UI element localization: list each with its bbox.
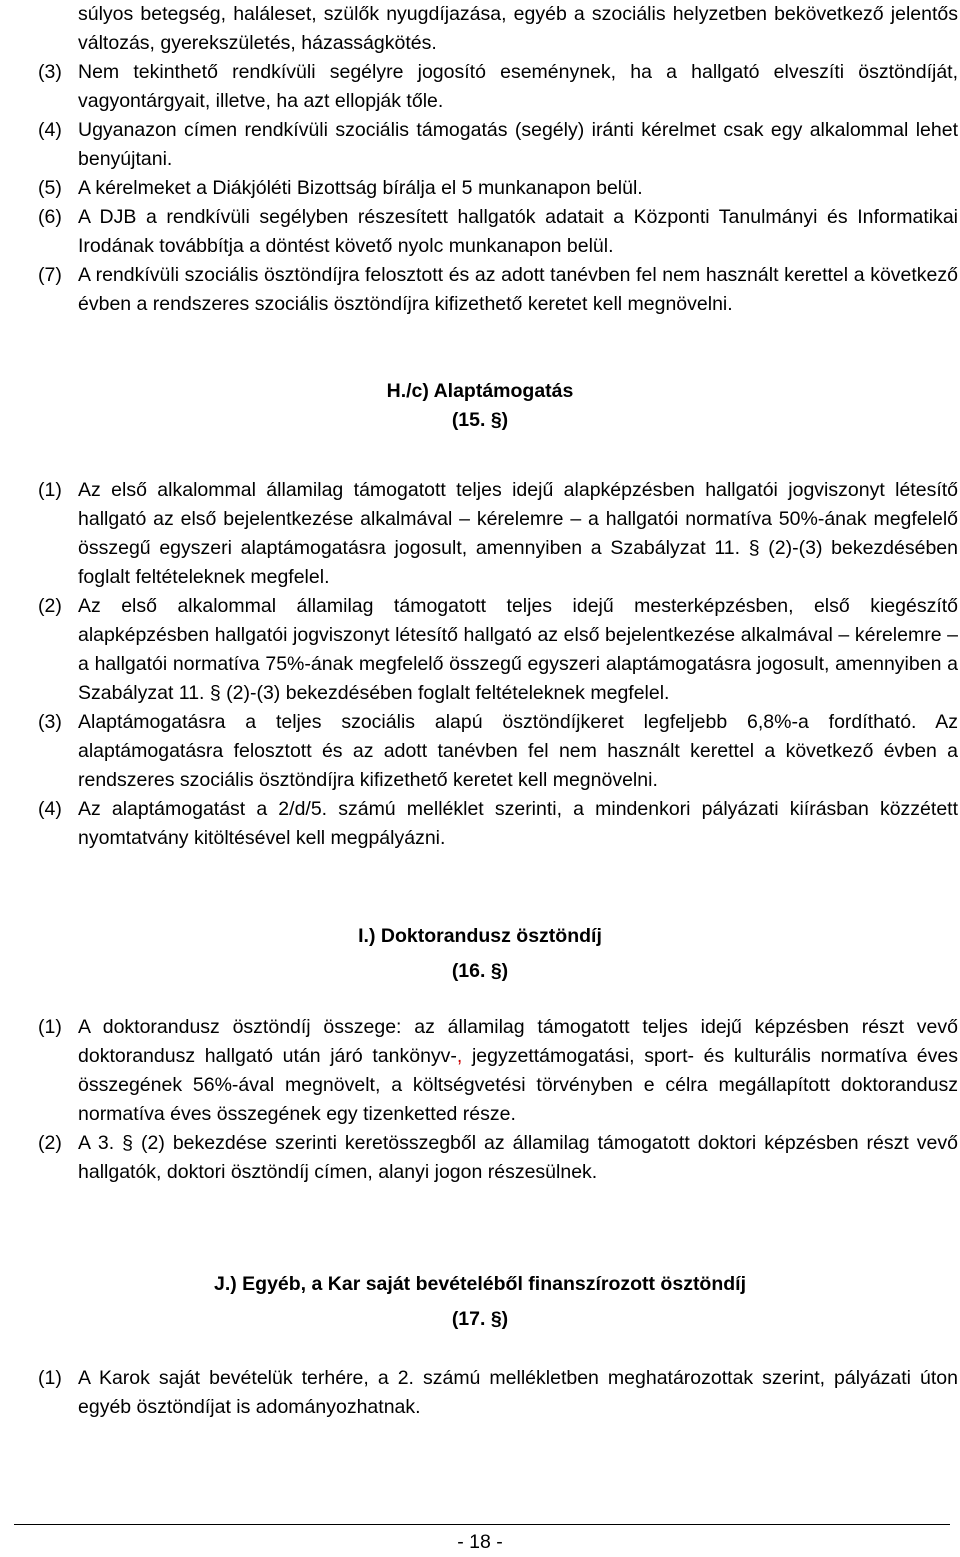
paragraph-g-3 xyxy=(38,58,958,116)
paragraph-text: A Karok saját bevételük terhére, a 2. számú mellékletben meghatározottak szerint, pályázati úton egyéb ösztöndíjat is adományozhatnak. xyxy=(78,1367,958,1418)
paragraph-number: (5) xyxy=(38,177,62,199)
paragraph-text: A 3. § (2) bekezdése szerinti keretösszegből az államilag támogatott doktori képzésben részt vevő hallgatók, doktori ösztöndíj címen, alanyi jogon részesülnek. xyxy=(78,1132,958,1183)
paragraph-text xyxy=(78,1013,958,1129)
paragraph-text: A rendkívüli szociális ösztöndíjra felosztott és az adott tanévben fel nem használt kerettel a következő évben a rendszeres szociális ösztöndíjra kifizethető keretet kell megnövelni. xyxy=(78,264,958,315)
paragraph-h-2 xyxy=(38,592,958,708)
paragraph-text: Alaptámogatásra a teljes szociális alapú ösztöndíjkeret legfeljebb 6,8%-a fordítható. Az alaptámogatásra felosztott és az adott tanévben fel nem használt kerettel a következő évben a rendszeres szociális ösztöndíjra kifizethető keretet kell megnövelni. xyxy=(78,711,958,791)
paragraph-i-2 xyxy=(38,1129,958,1187)
footer-divider xyxy=(14,1524,950,1525)
paragraph-text: Az első alkalommal államilag támogatott teljes idejű mesterképzésben, első kiegészítő alapképzésben hallgatói jogviszonyt létesítő hallgató az első bejelentkezése alkalmával – kérelemre – a hallgatói normatíva 75%-ának megfelelő összegű egyszeri alaptámogatásra jogosult, amennyiben a Szabályzat 11. § (2)-(3) bekezdésében foglalt feltételeknek megfelel. xyxy=(78,595,958,704)
section-h-title: H./c) Alaptámogatás xyxy=(386,380,574,402)
paragraph-number: (2) xyxy=(38,1132,62,1154)
paragraph-h-4 xyxy=(38,795,958,853)
paragraph-number: (3) xyxy=(38,711,62,733)
section-j-title: J.) Egyéb, a Kar saját bevételéből finanszírozott ösztöndíj xyxy=(213,1273,747,1295)
section-i-ref: (16. §) xyxy=(451,960,509,982)
paragraph-number: (6) xyxy=(38,206,62,228)
page-number: - 18 - xyxy=(457,1531,503,1553)
paragraph-j-1 xyxy=(38,1364,958,1422)
paragraph-text: Az első alkalommal államilag támogatott teljes idejű alapképzésben hallgatói jogviszonyt létesítő hallgató az első bejelentkezése alkalmával – kérelemre – a hallgatói normatíva 50%-ának megfelelő összegű egyszeri alaptámogatásra jogosult, amennyiben a Szabályzat 11. § (2)-(3) bekezdésében foglalt feltételeknek megfelel. xyxy=(78,479,958,588)
section-h-ref: (15. §) xyxy=(451,409,509,431)
paragraph-g-5 xyxy=(38,174,958,203)
paragraph-text: A kérelmeket a Diákjóléti Bizottság bírálja el 5 munkanapon belül. xyxy=(78,177,643,199)
paragraph-g-4 xyxy=(38,116,958,174)
paragraph-number: (4) xyxy=(38,798,62,820)
paragraph-text: Az alaptámogatást a 2/d/5. számú melléklet szerinti, a mindenkori pályázati kiírásban közzétett nyomtatvány kitöltésével kell megpályázni. xyxy=(78,798,958,849)
paragraph-h-3 xyxy=(38,708,958,795)
text-segment: jegyzettámogatási, sport- és kulturális normatíva éves összegének 56%-ával megnövelt, a költségvetési törvényben e célra megállapított doktorandusz normatíva éves összegének egy tizenketted része. xyxy=(78,1045,958,1125)
paragraph-number: (1) xyxy=(38,1016,62,1038)
section-j-ref: (17. §) xyxy=(451,1308,509,1330)
highlighted-comma: , xyxy=(456,1045,463,1067)
paragraph-number: (1) xyxy=(38,479,62,501)
paragraph-g-7 xyxy=(38,261,958,319)
paragraph-number: (3) xyxy=(38,61,62,83)
paragraph-text: A DJB a rendkívüli segélyben részesített hallgatók adatait a Központi Tanulmányi és Informatikai Irodának továbbítja a döntést követő nyolc munkanapon belül. xyxy=(78,206,958,257)
paragraph-text: Nem tekinthető rendkívüli segélyre jogosító eseménynek, ha a hallgató elveszíti ösztöndíját, vagyontárgyait, illetve, ha azt ellopják tőle. xyxy=(78,61,958,112)
paragraph-number: (7) xyxy=(38,264,62,286)
section-i-title: I.) Doktorandusz ösztöndíj xyxy=(358,925,602,947)
paragraph-i-1 xyxy=(38,1013,958,1129)
paragraph-number: (4) xyxy=(38,119,62,141)
paragraph-g-6 xyxy=(38,203,958,261)
paragraph-text: Ugyanazon címen rendkívüli szociális támogatás (segély) iránti kérelmet csak egy alkalommal lehet benyújtani. xyxy=(78,119,958,170)
paragraph-h-1 xyxy=(38,476,958,592)
text-segment: A doktorandusz ösztöndíj összege: az államilag támogatott teljes idejű képzésben részt vevő doktorandusz hallgató után járó tankönyv- xyxy=(78,1016,958,1067)
continuation-text: súlyos betegség, haláleset, szülők nyugdíjazása, egyéb a szociális helyzetben bekövetkező jelentős változás, gyerekszületés, házasságkötés. xyxy=(78,3,958,54)
paragraph-number: (1) xyxy=(38,1367,62,1389)
paragraph-number: (2) xyxy=(38,595,62,617)
